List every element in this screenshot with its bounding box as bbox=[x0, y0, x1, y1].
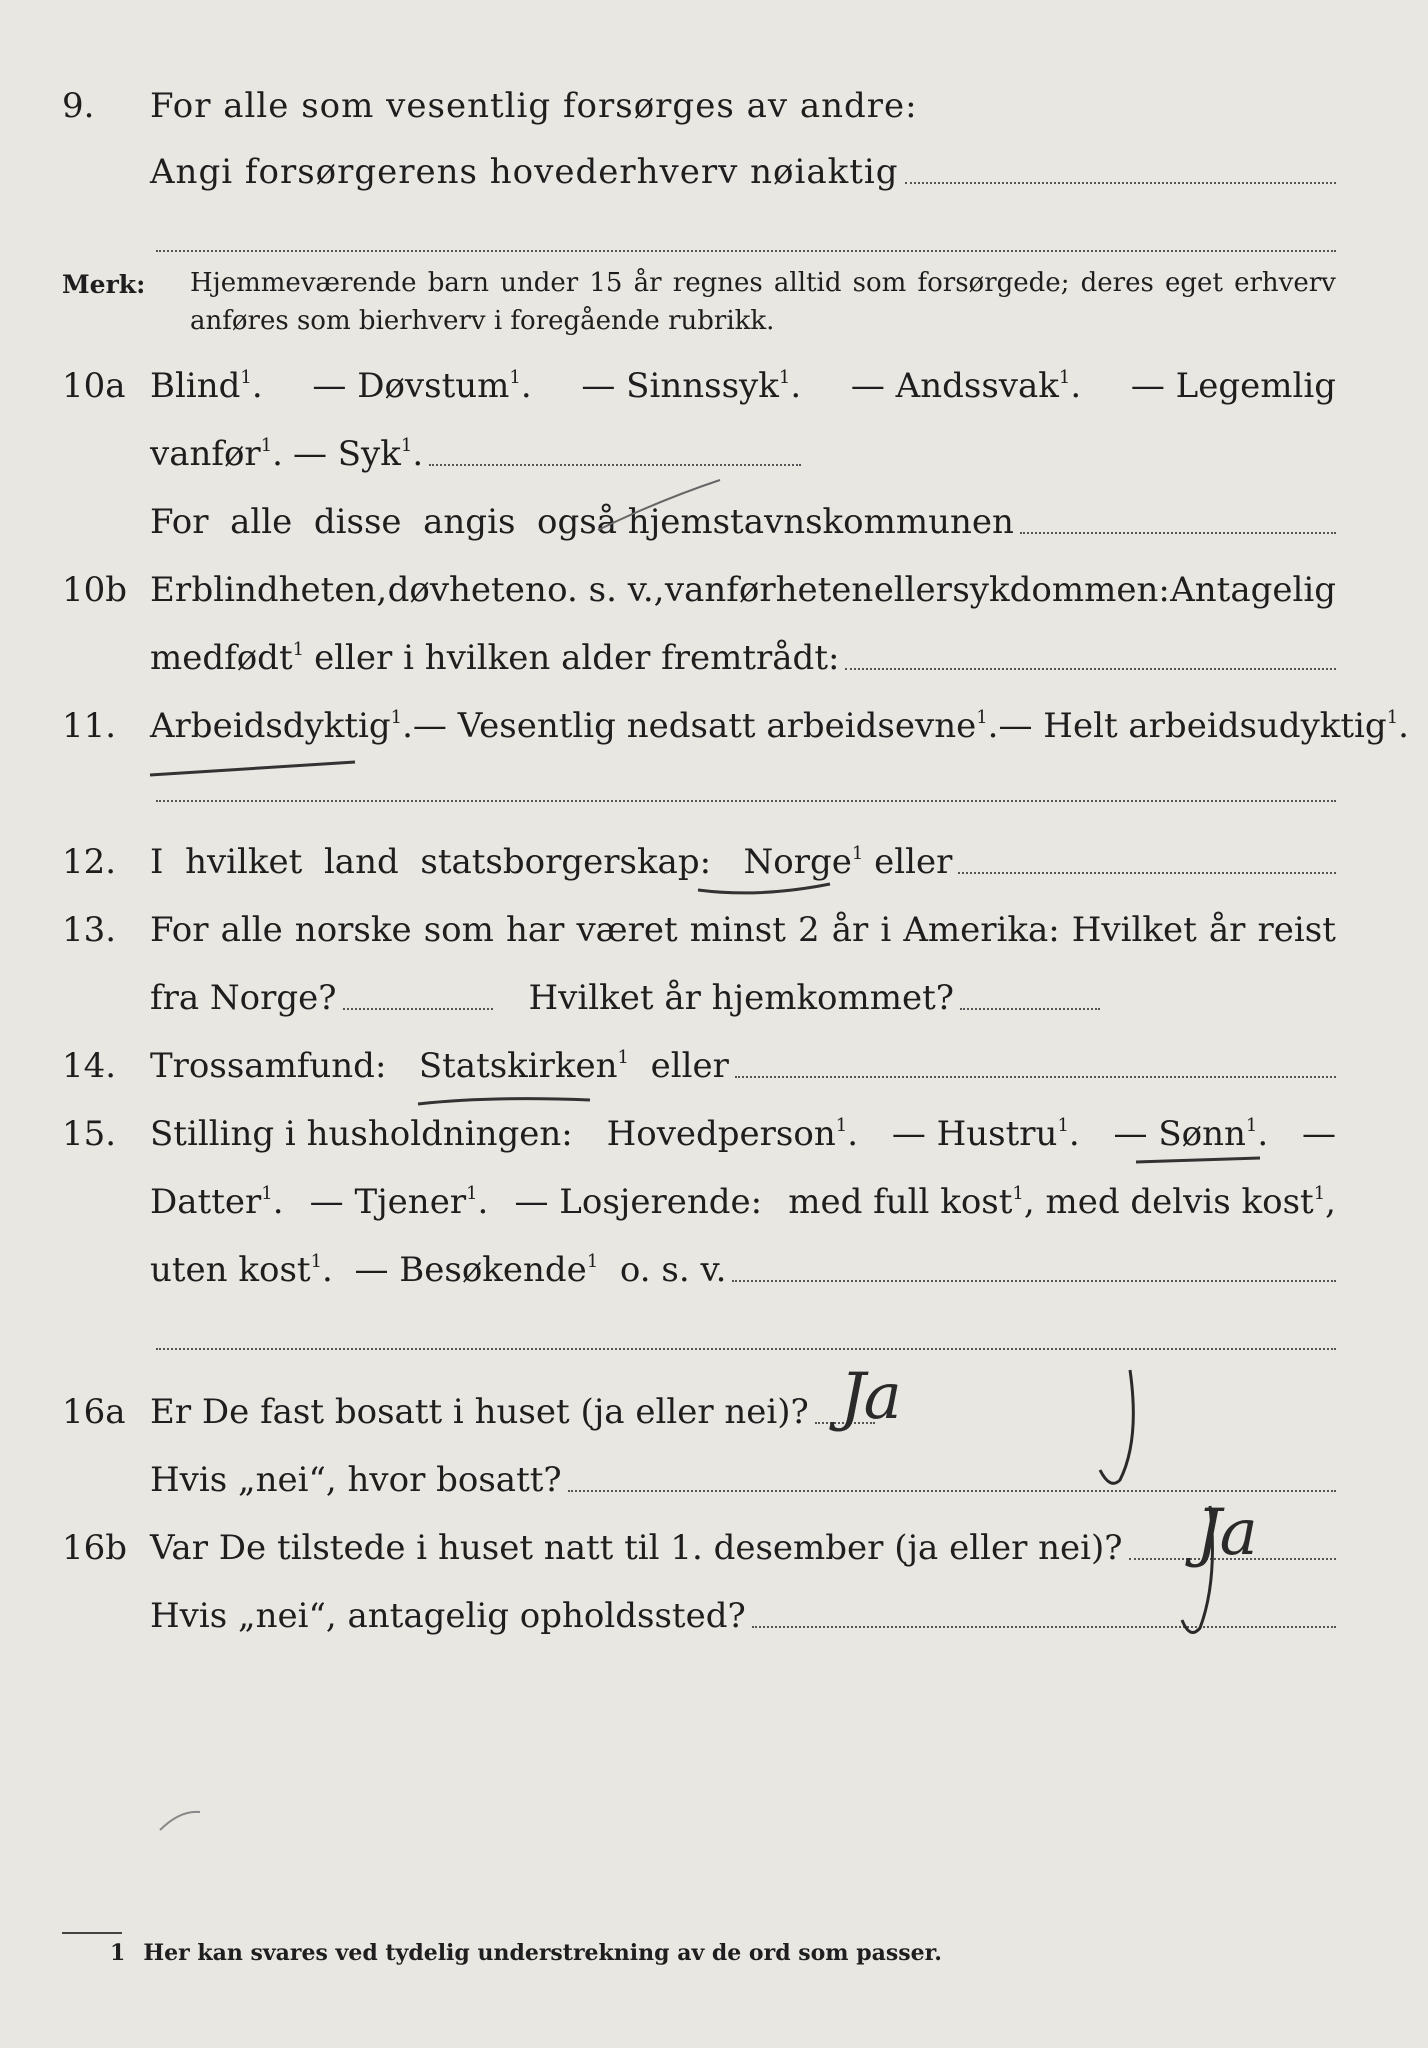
q13-left-field[interactable] bbox=[343, 1008, 493, 1010]
merk-word: 15 bbox=[589, 268, 623, 298]
footnote-ref: 1 bbox=[586, 1251, 599, 1272]
q13-word: 2 bbox=[797, 910, 820, 950]
merk-word: som bbox=[852, 268, 907, 298]
q10b-age-field[interactable] bbox=[845, 668, 1336, 670]
option-delvis-kost-label[interactable]: , med delvis kost bbox=[1023, 1182, 1314, 1222]
q9-title: For alle som vesentlig forsørges av andre: bbox=[150, 86, 918, 126]
punct: . bbox=[322, 1250, 333, 1290]
q14-label: Trossamfund: bbox=[150, 1046, 387, 1086]
q10a-word: angis bbox=[423, 502, 516, 542]
punct: , bbox=[1325, 1182, 1336, 1222]
q13-row-2 bbox=[150, 978, 1336, 1018]
punct: . bbox=[987, 706, 999, 746]
q10a-syk-field[interactable] bbox=[429, 464, 801, 466]
punct: . bbox=[412, 434, 424, 474]
merk-word: barn bbox=[427, 268, 490, 298]
option-norge-label: Norge bbox=[743, 842, 852, 882]
option-besokende-label: — Besøkende bbox=[354, 1250, 587, 1290]
footnote-ref: 1 bbox=[1313, 1183, 1326, 1204]
q13-word: har bbox=[505, 910, 565, 950]
option-statskirken-label: Statskirken bbox=[418, 1046, 618, 1086]
footnote-mark: 1 bbox=[110, 1940, 126, 1966]
footnote-ref: 1 bbox=[976, 707, 988, 728]
q10a-word: hjemstavnskommunen bbox=[627, 502, 1014, 542]
q13-word: reist bbox=[1257, 910, 1336, 950]
q12-eller: eller bbox=[874, 842, 953, 882]
option-tjener-label: — Tjener bbox=[309, 1182, 467, 1222]
q16b-row-1 bbox=[150, 1528, 1336, 1568]
q10a-number: 10a bbox=[62, 366, 126, 406]
q15-other-field[interactable] bbox=[732, 1280, 1336, 1282]
q10b-number: 10b bbox=[62, 570, 128, 610]
q14-eller: eller bbox=[650, 1046, 729, 1086]
option-statskirken[interactable] bbox=[419, 1046, 629, 1086]
q10a-word: For bbox=[150, 502, 209, 542]
punct: . bbox=[790, 366, 802, 406]
punct: . bbox=[402, 706, 413, 746]
punct: . bbox=[1068, 1114, 1080, 1154]
q12-row bbox=[150, 842, 1336, 882]
option-hustru[interactable] bbox=[892, 1114, 1080, 1154]
q10a-options-row bbox=[150, 366, 1336, 406]
merk-word: regnes bbox=[672, 268, 763, 298]
punct: . bbox=[1257, 1114, 1269, 1154]
q15-label: Stilling i husholdningen: bbox=[150, 1114, 573, 1154]
option-uten-kost-label: uten kost bbox=[150, 1250, 311, 1290]
option-full-kost-label: med full kost bbox=[788, 1182, 1013, 1222]
option-hovedperson[interactable] bbox=[607, 1114, 858, 1154]
stray-mark bbox=[160, 1812, 200, 1830]
footnote-ref: 1 bbox=[851, 843, 864, 864]
footnote-ref: 1 bbox=[1012, 1183, 1024, 1204]
option-sonn-label: — Sønn bbox=[1113, 1114, 1246, 1154]
q13-word: minst bbox=[689, 910, 786, 950]
option-hovedperson-label: Hovedperson bbox=[606, 1114, 836, 1154]
option-datter[interactable] bbox=[150, 1182, 284, 1222]
q10b-word: døvheten bbox=[387, 570, 547, 610]
q11-number: 11. bbox=[62, 706, 117, 746]
q13-word: i bbox=[880, 910, 892, 950]
option-udyktig[interactable] bbox=[998, 706, 1408, 746]
q10b-word: o. s. v., bbox=[547, 570, 665, 610]
merk-word: erhverv bbox=[1234, 268, 1336, 298]
merk-word: alltid bbox=[773, 268, 842, 298]
option-arbeidsdyktig-label: Arbeidsdyktig bbox=[150, 706, 391, 746]
option-andssvak-label: — Andssvak bbox=[850, 366, 1059, 406]
option-arbeidsdyktig[interactable] bbox=[150, 706, 413, 746]
punct: . bbox=[251, 366, 263, 406]
merk-word: eget bbox=[1165, 268, 1223, 298]
q10a-word: også bbox=[537, 502, 617, 542]
footnote-ref: 1 bbox=[778, 367, 791, 388]
punct: . bbox=[1070, 366, 1082, 406]
q12-word: hvilket bbox=[185, 842, 303, 882]
q13-word: Amerika: bbox=[903, 910, 1060, 950]
underline-norge bbox=[698, 884, 830, 893]
q13-word: For bbox=[150, 910, 209, 950]
q16a-row-2 bbox=[150, 1460, 1336, 1500]
footnote bbox=[110, 1940, 942, 1966]
option-syk-label: — Syk bbox=[292, 434, 401, 474]
footnote-ref: 1 bbox=[617, 1047, 629, 1068]
q10a-row-2 bbox=[150, 434, 1336, 474]
footnote-text: Her kan svares ved tydelig understrekning av de ord som passer. bbox=[143, 1940, 942, 1966]
option-tjener[interactable] bbox=[310, 1182, 489, 1222]
q16b-where-label: Hvis „nei“, antagelig opholdssted? bbox=[150, 1596, 746, 1636]
q12-word: land bbox=[323, 842, 399, 882]
q13-word: Hvilket bbox=[1071, 910, 1197, 950]
q12-word: statsborgerskap: bbox=[420, 842, 712, 882]
q15-row-2 bbox=[150, 1182, 1336, 1222]
option-blind-label: Blind bbox=[150, 366, 241, 406]
option-dovstum[interactable] bbox=[312, 366, 531, 406]
q14-religion-field[interactable] bbox=[735, 1076, 1336, 1078]
q9-extra-field[interactable] bbox=[156, 250, 1336, 252]
q12-country-field[interactable] bbox=[958, 872, 1336, 874]
q16b-row-2 bbox=[150, 1596, 1336, 1636]
q10b-word: blindheten, bbox=[191, 570, 388, 610]
q9-number: 9. bbox=[62, 86, 95, 126]
q13-word: været bbox=[576, 910, 678, 950]
merk-line-2 bbox=[190, 306, 1336, 336]
q16b-where-field[interactable] bbox=[752, 1626, 1336, 1628]
q13-left-label: fra Norge? bbox=[150, 978, 337, 1018]
q10a-row-3 bbox=[150, 502, 1336, 542]
option-vanfor[interactable] bbox=[150, 434, 283, 474]
q16b-question: Var De tilstede i huset natt til 1. desember (ja eller nei)? bbox=[150, 1528, 1123, 1568]
q16a-where-label: Hvis „nei“, hvor bosatt? bbox=[150, 1460, 562, 1500]
q13-row-1 bbox=[150, 910, 1336, 950]
q14-number: 14. bbox=[62, 1046, 117, 1086]
option-sinnssyk[interactable] bbox=[581, 366, 801, 406]
q13-word: alle bbox=[220, 910, 283, 950]
option-medfodt-label: medfødt bbox=[150, 638, 293, 678]
option-nedsatt-label: — Vesentlig nedsatt arbeidsevne bbox=[412, 706, 977, 746]
q11-extra-field[interactable] bbox=[156, 800, 1336, 802]
footnote-ref: 1 bbox=[1245, 1115, 1258, 1136]
footnote-rule bbox=[62, 1932, 122, 1934]
footnote-ref: 1 bbox=[509, 367, 521, 388]
underline-statskirken bbox=[418, 1099, 590, 1104]
q10a-hjemstavn-field[interactable] bbox=[1020, 532, 1336, 534]
option-legemlig[interactable]: — Legemlig bbox=[1130, 366, 1336, 406]
punct: . bbox=[272, 434, 283, 474]
q12-number: 12. bbox=[62, 842, 117, 882]
option-datter-label: Datter bbox=[150, 1182, 262, 1222]
footnote-ref: 1 bbox=[400, 435, 413, 456]
option-vanfor-label: vanfør bbox=[150, 434, 261, 474]
q12-word: I bbox=[150, 842, 164, 882]
punct: . bbox=[847, 1114, 859, 1154]
losjerende-label: — Losjerende: bbox=[514, 1182, 763, 1222]
q15-number: 15. bbox=[62, 1114, 117, 1154]
q10a-word: disse bbox=[313, 502, 402, 542]
merk-line-1 bbox=[190, 268, 1336, 298]
option-besokende[interactable] bbox=[354, 1250, 598, 1290]
footnote-ref: 1 bbox=[1058, 367, 1071, 388]
footnote-ref: 1 bbox=[261, 1183, 273, 1204]
q13-word: år bbox=[831, 910, 869, 950]
q16a-where-field[interactable] bbox=[568, 1490, 1336, 1492]
option-nedsatt[interactable] bbox=[413, 706, 999, 746]
footnote-ref: 1 bbox=[1057, 1115, 1069, 1136]
footnote-ref: 1 bbox=[240, 367, 252, 388]
merk-word: forsørgede; bbox=[917, 268, 1070, 298]
merk-line-2-text: anføres som bierhverv i foregående rubrikk. bbox=[190, 306, 775, 336]
option-sinnssyk-label: — Sinnssyk bbox=[581, 366, 779, 406]
option-norge[interactable] bbox=[743, 842, 863, 882]
option-full-kost[interactable] bbox=[788, 1182, 1336, 1222]
option-dovstum-label: — Døvstum bbox=[312, 366, 510, 406]
q16a-question: Er De fast bosatt i huset (ja eller nei)? bbox=[150, 1392, 809, 1432]
q16a-number: 16a bbox=[62, 1392, 126, 1432]
q10b-word: vanførheten bbox=[664, 570, 874, 610]
option-syk[interactable] bbox=[293, 434, 423, 474]
q13-word: norske bbox=[294, 910, 412, 950]
q10b-word: Antagelig bbox=[1170, 570, 1336, 610]
q10b-age-label: eller i hvilken alder fremtrådt: bbox=[314, 638, 840, 678]
q13-returned-label: Hvilket år hjemkommet? bbox=[528, 978, 955, 1018]
punct: . bbox=[1398, 706, 1409, 746]
q10b-row-1 bbox=[150, 570, 1336, 610]
merk-word: år bbox=[633, 268, 662, 298]
option-medfodt[interactable] bbox=[150, 638, 304, 678]
q9-occupation-label: Angi forsørgerens hovederhverv nøiaktig bbox=[150, 152, 899, 192]
option-hustru-label: — Hustru bbox=[891, 1114, 1058, 1154]
q15-row-1 bbox=[150, 1114, 1336, 1154]
q11-row bbox=[150, 706, 1409, 746]
dash: — bbox=[1301, 1114, 1336, 1154]
q16a-handwritten-answer: Ja bbox=[840, 1360, 900, 1434]
q10b-row-2 bbox=[150, 638, 1336, 678]
option-blind[interactable] bbox=[150, 366, 263, 406]
q13-word: som bbox=[423, 910, 494, 950]
underline-sonn bbox=[1136, 1158, 1260, 1162]
q13-word: år bbox=[1208, 910, 1246, 950]
merk-word: Hjemmeværende bbox=[190, 268, 417, 298]
option-udyktig-label: — Helt arbeidsudyktig bbox=[998, 706, 1387, 746]
punct: . bbox=[477, 1182, 489, 1222]
q10a-word: alle bbox=[230, 502, 293, 542]
footnote-ref: 1 bbox=[835, 1115, 848, 1136]
q16a-row-1 bbox=[150, 1392, 1336, 1432]
q9-occupation-row bbox=[150, 152, 1336, 192]
q15-row-3 bbox=[150, 1250, 1336, 1290]
footnote-ref: 1 bbox=[466, 1183, 478, 1204]
merk-label: Merk: bbox=[62, 270, 146, 299]
q15-osv: o. s. v. bbox=[619, 1250, 727, 1290]
q16b-number: 16b bbox=[62, 1528, 128, 1568]
q10b-word: eller bbox=[873, 570, 952, 610]
q10b-word: Er bbox=[150, 570, 192, 610]
q14-row bbox=[150, 1046, 1336, 1086]
underline-arbeidsdyktig bbox=[150, 762, 355, 775]
q15-extra-field[interactable] bbox=[156, 1348, 1336, 1350]
footnote-ref: 1 bbox=[260, 435, 273, 456]
option-uten-kost[interactable] bbox=[150, 1250, 333, 1290]
punct: . bbox=[272, 1182, 284, 1222]
q10b-word: sykdommen: bbox=[952, 570, 1170, 610]
punct: . bbox=[520, 366, 532, 406]
q9-title-row bbox=[150, 86, 1336, 126]
q13-returned-field[interactable] bbox=[960, 1008, 1100, 1010]
q16b-handwritten-answer: Ja bbox=[1196, 1496, 1256, 1570]
option-sonn[interactable] bbox=[1114, 1114, 1269, 1154]
footnote-ref: 1 bbox=[390, 707, 403, 728]
q9-occupation-field[interactable] bbox=[905, 182, 1336, 184]
footnote-ref: 1 bbox=[1386, 707, 1399, 728]
footnote-ref: 1 bbox=[292, 639, 305, 660]
option-andssvak[interactable] bbox=[851, 366, 1081, 406]
footnote-ref: 1 bbox=[310, 1251, 323, 1272]
merk-word: under bbox=[500, 268, 579, 298]
q13-number: 13. bbox=[62, 910, 117, 950]
merk-word: deres bbox=[1080, 268, 1154, 298]
